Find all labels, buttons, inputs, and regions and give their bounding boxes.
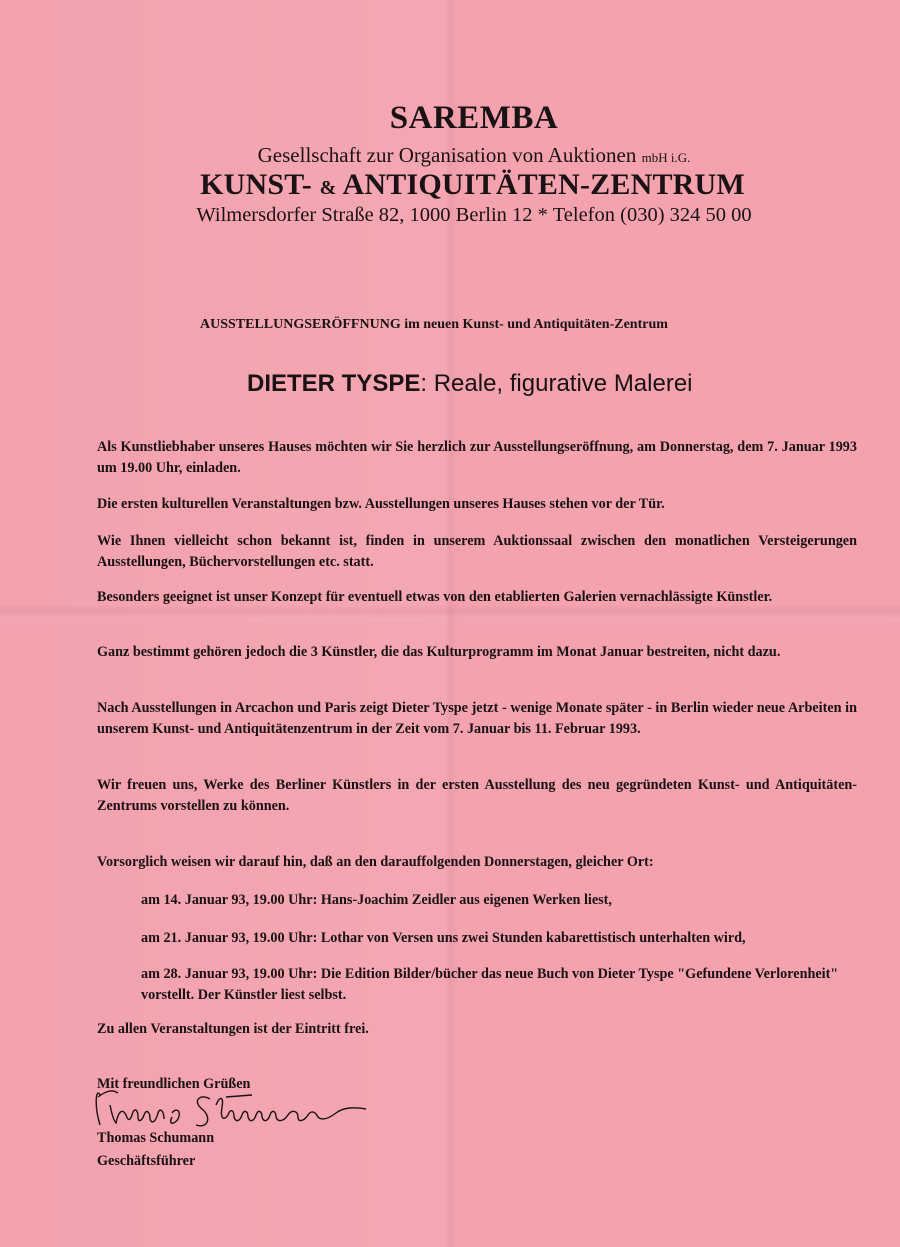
event-item: am 14. Januar 93, 19.00 Uhr: Hans-Joachim Zeidler aus eigenen Werken liest, <box>141 892 612 908</box>
event-item: am 28. Januar 93, 19.00 Uhr: Die Edition Bilder/bücher das neue Buch von Dieter Tyspe "Gefundene Verlorenheit" vorstellt. Der Künstler liest selbst. <box>141 966 839 1003</box>
company-subtitle <box>0 143 900 168</box>
center-name-ampersand: & <box>319 177 337 199</box>
body-paragraph: Besonders geeignet ist unser Konzept für eventuell etwas von den etablierten Galerien vernachlässigte Künstler. <box>97 589 773 605</box>
exhibition-title <box>247 370 693 398</box>
body-paragraph: Als Kunstliebhaber unseres Hauses möchten wir Sie herzlich zur Ausstellungseröffnung, am Donnerstag, dem 7. Januar 1993 um 19.00 Uhr, einladen. <box>97 439 857 476</box>
company-subtitle-main: Gesellschaft zur Organisation von Auktionen <box>257 143 637 167</box>
body-paragraph: Wir freuen uns, Werke des Berliner Künstlers in der ersten Ausstellung des neu gegründeten Kunst- und Antiquitäten-Zentrums vorstellen zu können. <box>97 777 857 814</box>
signatory-role: Geschäftsführer <box>97 1153 196 1169</box>
closing-greeting: Mit freundlichen Grüßen <box>97 1076 251 1092</box>
announcement-lead: AUSSTELLUNGSERÖFFNUNG <box>200 317 401 332</box>
body-paragraph: Nach Ausstellungen in Arcachon und Paris zeigt Dieter Tyspe jetzt - wenige Monate später - in Berlin wieder neue Arbeiten in unserem Kunst- und Antiquitätenzentrum in der Zeit vom 7. Januar bis 11. Februar 1993. <box>97 700 857 737</box>
event-item: am 21. Januar 93, 19.00 Uhr: Lothar von Versen uns zwei Stunden kabarettistisch unterhalten wird, <box>141 930 746 946</box>
center-name-part1: KUNST- <box>200 168 312 201</box>
signatory-name: Thomas Schumann <box>97 1130 215 1146</box>
company-name: SAREMBA <box>389 100 559 136</box>
artist-name: DIETER TYSPE <box>247 370 421 397</box>
exhibition-subtitle: Reale, figurative Malerei <box>433 370 693 397</box>
center-name-part2: ANTIQUITÄTEN-ZENTRUM <box>342 168 745 201</box>
announcement-line <box>200 317 668 333</box>
title-separator: : <box>420 370 428 397</box>
closing-note: Zu allen Veranstaltungen ist der Eintritt frei. <box>97 1021 369 1037</box>
body-paragraph: Vorsorglich weisen wir darauf hin, daß an den darauffolgenden Donnerstagen, gleicher Ort: <box>97 854 654 870</box>
company-legal-suffix: mbH i.G. <box>641 150 691 165</box>
body-paragraph: Die ersten kulturellen Veranstaltungen bzw. Ausstellungen unseres Hauses stehen vor der Tür. <box>97 496 665 512</box>
body-paragraph: Wie Ihnen vielleicht schon bekannt ist, finden in unserem Auktionssaal zwischen den monatlichen Versteigerungen Ausstellungen, Büchervorstellungen etc. statt. <box>97 533 857 570</box>
announcement-rest: im neuen Kunst- und Antiquitäten-Zentrum <box>404 317 668 332</box>
company-address: Wilmersdorfer Straße 82, 1000 Berlin 12 * Telefon (030) 324 50 00 <box>196 204 752 226</box>
body-paragraph: Ganz bestimmt gehören jedoch die 3 Künstler, die das Kulturprogramm im Monat Januar bestreiten, nicht dazu. <box>97 644 781 660</box>
center-name <box>0 168 900 202</box>
